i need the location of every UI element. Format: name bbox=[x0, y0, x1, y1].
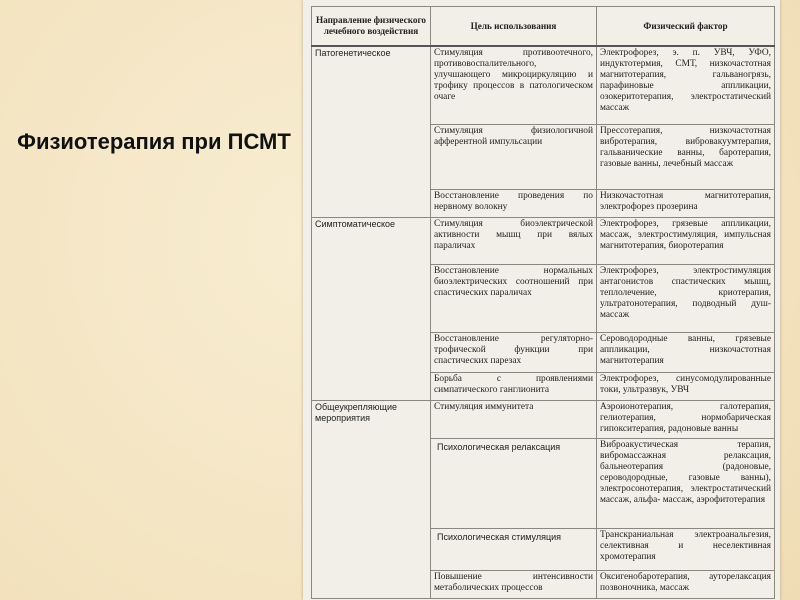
purpose-cell: Психологическая стимуляция bbox=[431, 528, 597, 570]
table-header-row bbox=[312, 7, 775, 47]
factor-cell: Аэроионотерапия, галотерапия, гелиотерапия, нормобарическая гипокситерапия, радоновые ванны bbox=[597, 400, 775, 438]
purpose-cell: Стимуляция биоэлектрической активности мышц при вялых параличах bbox=[431, 217, 597, 264]
table-row bbox=[312, 400, 775, 438]
header-purpose: Цель использования bbox=[431, 7, 597, 47]
physiotherapy-table bbox=[311, 6, 775, 599]
factor-cell: Виброакустическая терапия, вибромассажная релаксация, бальнеотерапия (радоновые, сероводородные, газовые ванны), электросонотерапия, электростатический массаж, альфа- массаж, аэрофитотерапия bbox=[597, 438, 775, 528]
purpose-cell: Восстановление проведения по нервному волокну bbox=[431, 189, 597, 217]
factor-cell: Электрофорез, синусомодулированные токи, ультразвук, УВЧ bbox=[597, 372, 775, 400]
factor-cell: Транскраниальная электроанальгезия, селективная и неселективная хромотерапия bbox=[597, 528, 775, 570]
header-direction: Направление физического лечебного воздействия bbox=[312, 7, 431, 47]
purpose-cell: Борьба с проявлениями симпатического ганглионита bbox=[431, 372, 597, 400]
table-row bbox=[312, 46, 775, 124]
factor-cell: Электрофорез, э. п. УВЧ, УФО, индуктотермия, СМТ, низкочастотная магнитотерапия, гальваногрязь, парафиновые аппликации, озокеритотерапия, электростатический массаж bbox=[597, 46, 775, 124]
direction-cell: Симптоматическое bbox=[312, 217, 431, 400]
factor-cell: Электрофорез, электростимуляция антагонистов спастических мышц, теплолечение, криотерапия, ультратонотерапия, подводный душ-массаж bbox=[597, 264, 775, 332]
factor-cell: Прессотерапия, низкочастотная вибротерапия, вибровакуумтерапия, гальванические ванны, баротерапия, газовые ванны, лечебный массаж bbox=[597, 124, 775, 189]
factor-cell: Низкочастотная магнитотерапия, электрофорез прозерина bbox=[597, 189, 775, 217]
purpose-cell: Стимуляция противоотечного, противовоспалительного, улучшающего микроциркуляцию и трофику процессов в патологическом очаге bbox=[431, 46, 597, 124]
purpose-cell: Восстановление нормальных биоэлектрических соотношений при спастических параличах bbox=[431, 264, 597, 332]
table-row bbox=[312, 217, 775, 264]
purpose-cell: Психологическая релаксация bbox=[431, 438, 597, 528]
slide-title: Физиотерапия при ПСМТ bbox=[17, 129, 291, 154]
purpose-cell: Стимуляция физиологичной афферентной импульсации bbox=[431, 124, 597, 189]
factor-cell: Оксигенобаротерапия, ауторелаксация позвоночника, массаж bbox=[597, 570, 775, 598]
direction-cell: Патогенетическое bbox=[312, 46, 431, 217]
header-factor: Физический фактор bbox=[597, 7, 775, 47]
factor-cell: Электрофорез, грязевые аппликации, массаж, электростимуляция, импульсная магнитотерапия, биоротерапия bbox=[597, 217, 775, 264]
factor-cell: Сероводородные ванны, грязевые аппликации, низкочастотная магнитотерапия bbox=[597, 332, 775, 372]
direction-cell: Общеукрепляющие мероприятия bbox=[312, 400, 431, 598]
purpose-cell: Восстановление регуляторно-трофической функции при спастических парезах bbox=[431, 332, 597, 372]
scanned-table-image bbox=[303, 0, 780, 600]
purpose-cell: Стимуляция иммунитета bbox=[431, 400, 597, 438]
purpose-cell: Повышение интенсивности метаболических процессов bbox=[431, 570, 597, 598]
